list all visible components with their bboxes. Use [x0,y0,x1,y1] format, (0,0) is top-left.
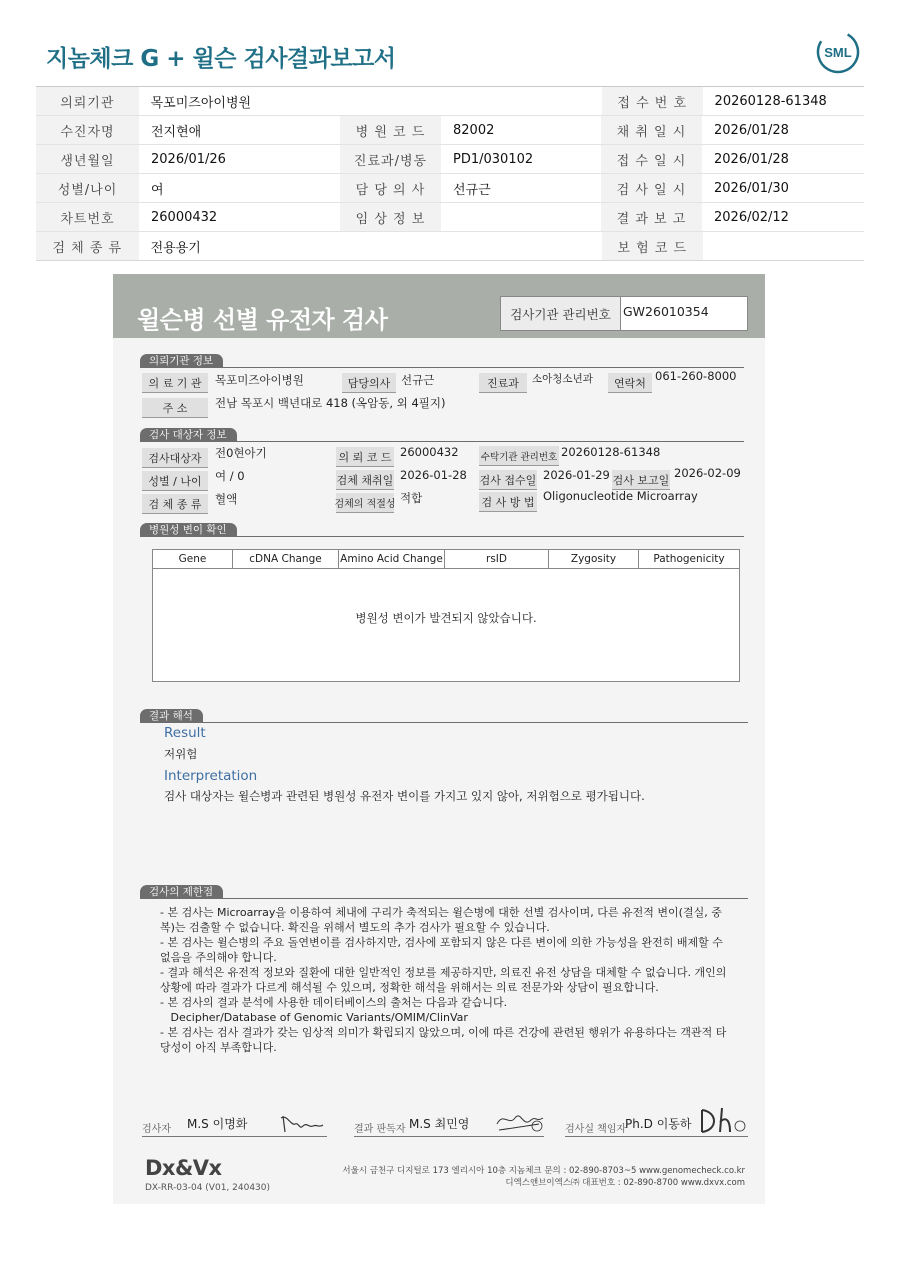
info-label: 보 험 코 드 [602,232,703,260]
reader-signature [493,1106,547,1136]
limitation-line: - 본 검사는 윌슨병의 주요 돌연변이를 검사하지만, 검사에 포함되지 않은 다른 변이에 의한 가능성을 완전히 배제할 수 [160,936,723,949]
info-label: 결 과 보 고 [601,203,702,231]
field-label: 의 뢰 코 드 [336,447,394,467]
field-value: 여 / 0 [215,469,245,483]
info-label: 진료과/병동 [340,145,441,173]
limitation-line: - 본 검사는 검사 결과가 갖는 임상적 의미가 확립되지 않았으며, 이에 따른 건강에 관련된 행위가 유용하다는 객관적 타 [160,1026,727,1039]
info-value: 2026/01/30 [714,180,789,196]
info-label: 채 취 일 시 [601,116,702,144]
limitation-line: - 결과 해석은 유전적 정보와 질환에 대한 일반적인 정보를 제공하지만, 의료진 유전 상담을 대체할 수 없습니다. 개인의 [160,966,727,979]
info-value: 2026/02/12 [714,209,789,225]
section-tab-institution: 의뢰기관 정보 [140,354,223,368]
chief-signature [696,1104,748,1136]
info-value: 20260128-61348 [714,93,827,109]
info-value: 선규근 [453,182,491,198]
info-value: 목포미즈아이병원 [150,95,252,111]
chief-name: Ph.D 이동하 [625,1117,692,1131]
field-value: 20260128-61348 [561,445,661,459]
field-label: 검사 보고일 [612,470,670,490]
field-label: 담당의사 [342,373,396,393]
limitations-list [160,905,730,1055]
info-label: 접 수 번 호 [602,87,703,115]
sml-logo [816,30,860,74]
tester-label: 검사자 [142,1124,171,1135]
footer-address: 서울시 금천구 디지털로 173 엘리시아 10층 지놈체크 문의 : 02-890-8703~5 www.genomecheck.co.kr [342,1166,745,1176]
field-value: 26000432 [400,445,459,459]
mgmt-number-label: 검사기관 관리번호 [500,296,621,331]
info-row [36,116,864,145]
field-value: 목포미즈아이병원 [215,373,304,387]
section-rule [140,441,744,442]
tester-name: M.S 이명화 [187,1117,248,1131]
info-row [36,87,864,116]
field-label: 검사 접수일 [479,470,537,490]
field-label: 검체 채취일 [336,470,394,490]
section-tab-interpretation: 결과 해석 [140,709,203,723]
info-value: 전지현애 [151,124,202,140]
result-heading: Result [164,725,206,741]
limitation-line: - 본 검사는 Microarray을 이용하여 체내에 구리가 축적되는 윌슨병에 대한 선별 검사이며, 다른 유전적 변이(결실, 중 [160,906,722,919]
page-title: 지놈체크 G + 윌슨 검사결과보고서 [46,46,396,72]
dxvx-logo: Dx&Vx [145,1156,222,1180]
signature-rule [354,1136,544,1137]
section-rule [140,898,748,899]
info-row [36,203,864,232]
field-label: 수탁기관 관리번호 [479,446,559,466]
info-label: 담 당 의 사 [340,174,441,202]
limitation-line: Decipher/Database of Genomic Variants/OMIM/ClinVar [160,1011,468,1024]
limitation-line: - 본 검사의 결과 분석에 사용한 데이터베이스의 출처는 다음과 같습니다. [160,996,508,1009]
field-label: 성별 / 나이 [142,471,208,491]
field-label: 연락처 [608,373,652,393]
field-label: 진료과 [479,373,527,393]
info-row [36,232,864,261]
section-tab-subject: 검사 대상자 정보 [140,428,237,442]
field-value: 2026-01-29 [543,468,610,482]
reader-label: 결과 판독자 [354,1124,406,1135]
variant-col-pathogenicity: Pathogenicity [653,553,725,565]
field-value: 061-260-8000 [655,369,737,383]
interpretation-text: 검사 대상자는 윌슨병과 관련된 병원성 유전자 변이를 가지고 있지 않아, 저위험으로 평가됩니다. [164,789,645,803]
signature-rule [142,1136,327,1137]
info-value [703,232,864,260]
info-value: 2026/01/28 [714,151,789,167]
mgmt-number-value: GW26010354 [621,296,748,331]
info-row [36,145,864,174]
document-code: DX-RR-03-04 (V01, 240430) [145,1183,271,1193]
chief-label: 검사실 책임자 [565,1124,627,1135]
section-rule [140,722,748,723]
patient-info-table [36,87,864,261]
info-label: 의뢰기관 [36,87,139,115]
info-label: 접 수 일 시 [601,145,702,173]
info-row [36,174,864,203]
field-value: 전남 목포시 백년대로 418 (옥암동, 외 4필지) [215,396,446,410]
variant-table-header [153,550,739,569]
info-label: 수진자명 [36,116,139,144]
interpretation-heading: Interpretation [164,768,258,784]
field-label: 주 소 [142,398,208,418]
result-text: 저위험 [164,747,198,761]
info-value: 2026/01/26 [151,151,226,167]
signature-rule [565,1136,748,1137]
info-value: PD1/030102 [453,151,534,167]
variant-col-gene: Gene [153,550,233,568]
field-value: 전0현아기 [215,446,267,460]
info-value: 82002 [453,122,495,138]
logo-text: SML [824,45,852,60]
field-value: Oligonucleotide Microarray [543,489,698,503]
limitation-line: 없음을 주의해야 합니다. [160,951,277,964]
info-value: 여 [151,182,164,198]
section-tab-variant: 병원성 변이 확인 [140,523,237,537]
info-value [441,203,601,231]
info-label: 성별/나이 [36,174,139,202]
field-value: 혈액 [215,492,238,506]
section-rule [140,536,744,537]
variant-col-rsid: rsID [445,550,549,568]
variant-col-amino-acid: Amino Acid Change [339,550,445,568]
variant-col-cdna: cDNA Change [233,550,339,568]
info-label: 검 체 종 류 [36,232,139,260]
info-label: 생년월일 [36,145,139,173]
info-label: 검 사 일 시 [601,174,702,202]
info-label: 차트번호 [36,203,139,231]
field-value: 적합 [400,491,423,505]
field-label: 검 체 종 류 [142,494,208,514]
info-value: 2026/01/28 [714,122,789,138]
section-rule [140,367,744,368]
variant-table [152,549,740,682]
field-label: 검 사 방 법 [479,492,537,512]
no-variant-message: 병원성 변이가 발견되지 않았습니다. [355,611,537,625]
field-value: 선규근 [401,373,435,387]
limitation-line: 당성이 아직 부족합니다. [160,1041,277,1054]
tester-signature [279,1106,327,1136]
info-label: 임 상 정 보 [340,203,441,231]
limitation-line: 상황에 따라 결과가 다르게 해석될 수 있으며, 정확한 해석을 위해서는 의료 전문가와 상담이 필요합니다. [160,981,659,994]
info-value: 26000432 [151,209,218,225]
embedded-report [113,274,765,1204]
field-label: 의 료 기 관 [142,373,208,393]
field-value: 2026-01-28 [400,468,467,482]
field-label: 검사대상자 [142,448,208,468]
section-tab-limitations: 검사의 제한점 [140,885,223,899]
report-title: 윌슨병 선별 유전자 검사 [137,306,388,334]
field-value: 소아청소년과 [532,373,593,385]
reader-name: M.S 최민영 [409,1117,470,1131]
field-label: 검체의 적절성 [336,493,394,513]
footer-company: 디엑스앤브이엑스㈜ 대표번호 : 02-890-8700 www.dxvx.com [505,1178,745,1188]
field-value: 2026-02-09 [674,466,741,480]
info-value: 전용용기 [150,240,201,256]
variant-col-zygosity: Zygosity [549,550,639,568]
limitation-line: 복)는 검출할 수 없습니다. 확진을 위해서 별도의 추가 검사가 필요할 수 있습니다. [160,921,550,934]
info-label: 병 원 코 드 [340,116,441,144]
